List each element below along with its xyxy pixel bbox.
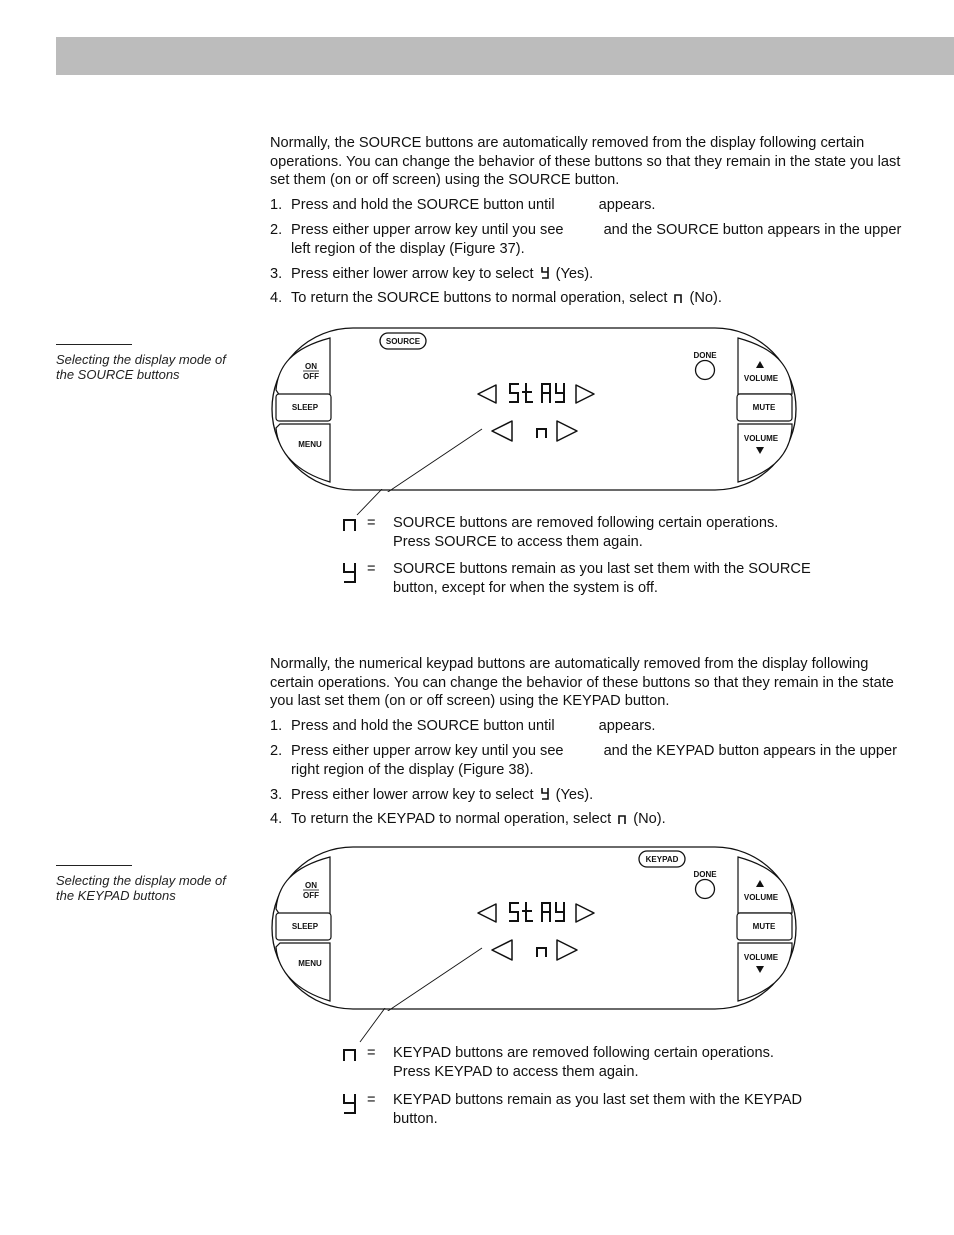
menu-label: MENU [298,440,322,449]
volume-down-label: VOLUME [743,434,779,443]
off-label: OFF [303,372,319,381]
step-number: 2. [270,743,283,759]
step-number: 4. [270,811,283,827]
figure-caption: Selecting the display mode of the SOURCE buttons [56,352,226,382]
callout-line [358,1008,388,1044]
source-button-label: SOURCE [385,337,421,346]
remote-display-figure-keypad [270,845,800,1011]
sleep-label: SLEEP [291,922,319,931]
segment-y-icon [540,787,550,801]
segment-y-icon [342,562,358,584]
remote-display-illustration [270,326,800,492]
step-number: 3. [270,787,283,803]
segment-y-icon [540,266,550,280]
figure-caption: Selecting the display mode of the KEYPAD buttons [56,873,226,903]
volume-down-label: VOLUME [743,953,779,962]
segment-y-icon [342,1093,358,1115]
done-label: DONE [693,870,717,879]
section2-intro: Normally, the numerical keypad buttons are automatically removed from the display following certain operations. You can change the behavior of these buttons so that they remain in the state you last set them (on or off screen) using the KEYPAD button. [270,656,894,709]
keypad-button-label: KEYPAD [645,855,679,864]
done-button[interactable] [696,361,715,380]
step-number: 3. [270,266,283,282]
on-label: ON [305,362,317,371]
mute-label: MUTE [752,403,776,412]
step-number: 4. [270,290,283,306]
done-label: DONE [693,351,717,360]
sleep-label: SLEEP [291,403,319,412]
volume-up-label: VOLUME [743,893,779,902]
segment-n-icon [342,1046,358,1062]
step-number: 2. [270,222,283,238]
segment-n-icon [673,292,683,304]
off-label: OFF [303,891,319,900]
caption-rule [56,865,132,866]
remote-display-figure-source [270,326,800,492]
caption-rule [56,344,132,345]
segment-n-icon [617,813,627,825]
done-button[interactable] [696,880,715,899]
mute-label: MUTE [752,922,776,931]
section1-intro: Normally, the SOURCE buttons are automatically removed from the display following certain operations. You can change the behavior of these buttons so that they remain in the state you last set them (on or off screen) using the SOURCE button. [270,135,901,188]
callout-line [355,489,385,517]
on-label: ON [305,881,317,890]
step-number: 1. [270,718,283,734]
menu-label: MENU [298,959,322,968]
segment-n-icon [342,516,358,532]
volume-up-label: VOLUME [743,374,779,383]
step-number: 1. [270,197,283,213]
header-bar [56,37,954,75]
remote-display-illustration [270,845,800,1011]
